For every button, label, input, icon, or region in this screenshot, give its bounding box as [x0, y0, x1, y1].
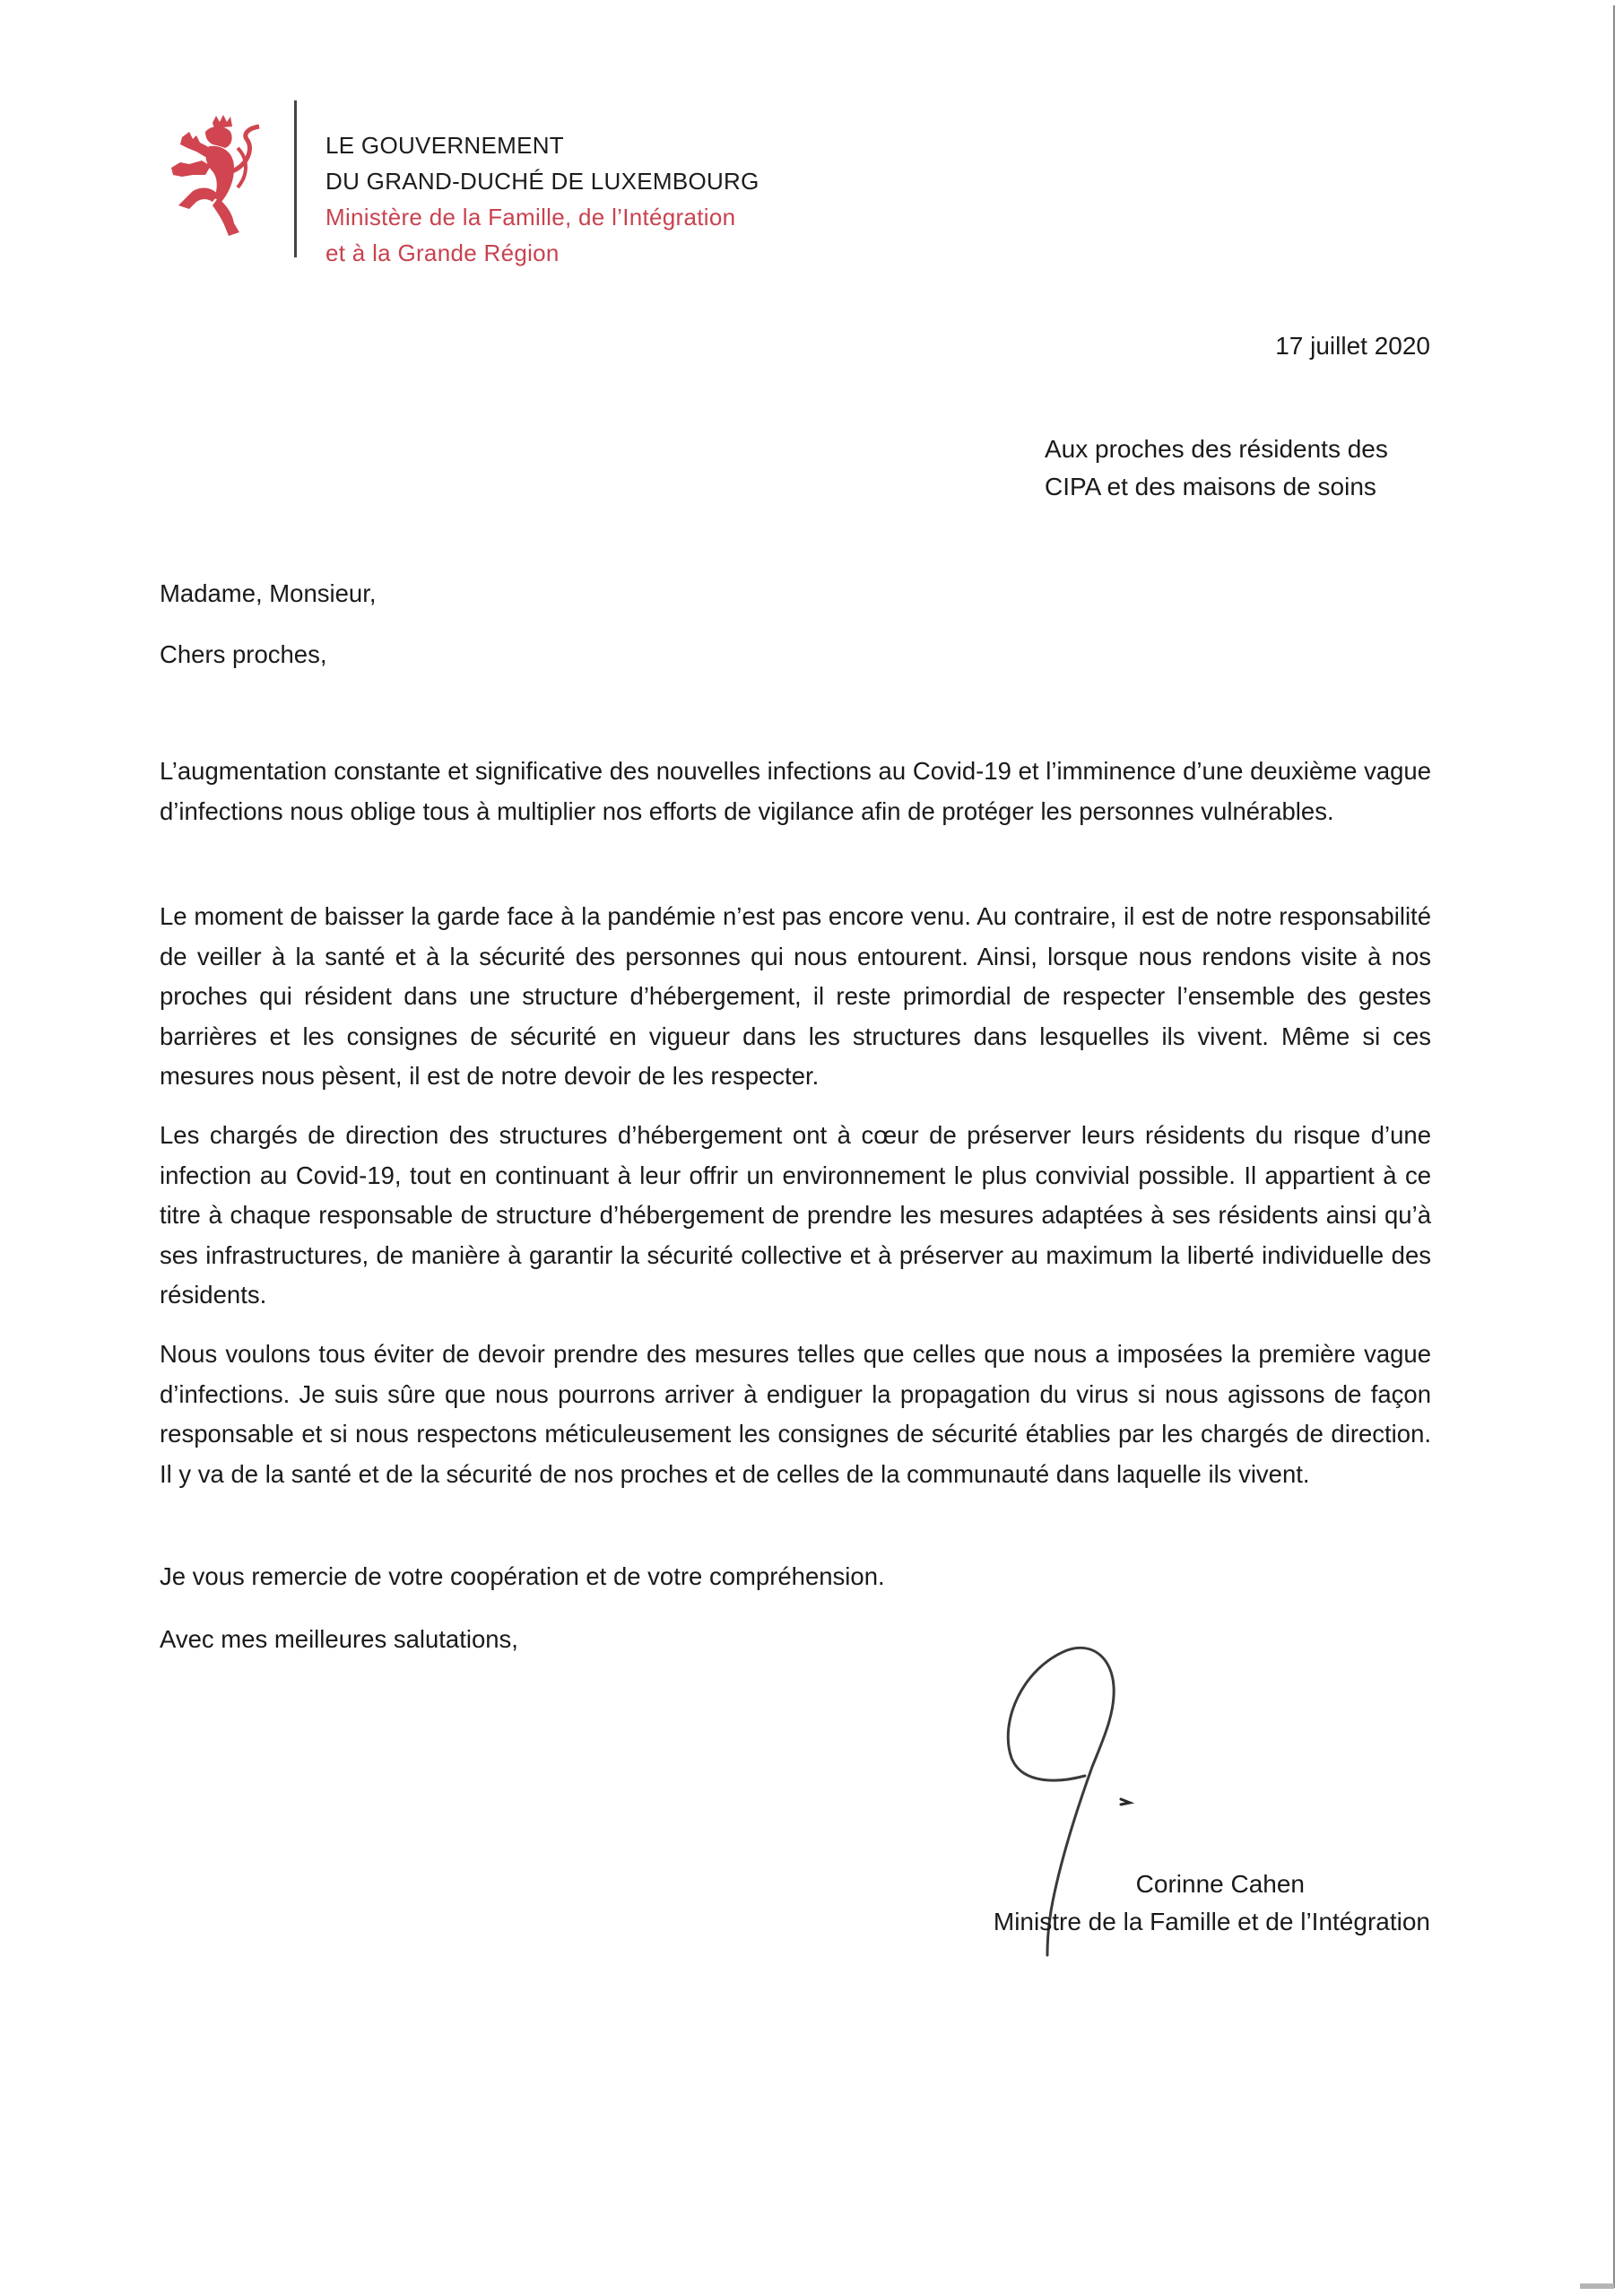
- recipient-line1: Aux proches des résidents des: [1045, 435, 1388, 463]
- body-paragraph-3: Les chargés de direction des structures d’hébergement ont à cœur de préserver leurs résidents du risque d’une infection au Covid-19, tout en continuant à leur offrir un environnement le plus convivial possible. Il appartient à ce titre à chaque responsable de structure d’hébergement de prendre les mesures adaptées à ses résidents ainsi qu’à ses infrastructures, de manière à garantir la sécurité collective et à préserver au maximum la liberté individuelle des résidents.: [160, 1121, 1431, 1309]
- ministry-name-line2: et à la Grande Région: [325, 239, 560, 266]
- letterhead-text: [325, 127, 759, 271]
- body-paragraph-1: L’augmentation constante et significative des nouvelles infections au Covid-19 et l’imminence d’une deuxième vague d’infections nous oblige tous à multiplier nos efforts de vigilance afin de protéger les personnes vulnérables.: [160, 757, 1431, 825]
- signer-name: Corinne Cahen: [1135, 1870, 1305, 1898]
- closing-regards: Avec mes meilleures salutations,: [160, 1625, 518, 1653]
- salutation-line1: Madame, Monsieur,: [160, 579, 377, 607]
- letterhead-divider: [294, 100, 297, 257]
- recipient-line2: CIPA et des maisons de soins: [1045, 473, 1376, 500]
- scan-page-edge-foot: [1580, 2283, 1614, 2289]
- body-paragraph-4: Nous voulons tous éviter de devoir prendre des mesures telles que celles que nous a imposées la première vague d’infections. Je suis sûre que nous pourrons arriver à endiguer la propagation du virus si nous agissons de façon responsable et si nous respectons méticuleusement les consignes de sécurité établies par les chargés de direction. Il y va de la santé et de la sécurité de nos proches et de celles de la communauté dans laquelle ils vivent.: [160, 1340, 1431, 1488]
- signer-title: Ministre de la Famille et de l’Intégration: [993, 1908, 1430, 1935]
- government-name-line2: DU GRAND-DUCHÉ DE LUXEMBOURG: [325, 168, 759, 195]
- red-lion-icon: [166, 112, 273, 247]
- salutation-line2: Chers proches,: [160, 640, 327, 668]
- government-name-line1: LE GOUVERNEMENT: [325, 132, 564, 159]
- signer-block: [994, 1866, 1430, 1941]
- ministry-name-line1: Ministère de la Famille, de l’Intégration: [325, 204, 736, 230]
- letter-date: 17 juillet 2020: [1275, 332, 1430, 360]
- body-paragraph-2: Le moment de baisser la garde face à la pandémie n’est pas encore venu. Au contraire, il est de notre responsabilité de veiller à la santé et à la sécurité des personnes qui nous entourent. Ainsi, lorsque nous rendons visite à nos proches qui résident dans une structure d’hébergement, il reste primordial de respecter l’ensemble des gestes barrières et les consignes de sécurité en vigueur dans les structures dans lesquelles ils vivent. Même si ces mesures nous pèsent, il est de notre devoir de les respecter.: [160, 902, 1431, 1090]
- closing-thanks: Je vous remercie de votre coopération et de votre compréhension.: [160, 1562, 885, 1590]
- recipient-block: [1045, 430, 1388, 506]
- scan-page-edge: [1613, 5, 1615, 2288]
